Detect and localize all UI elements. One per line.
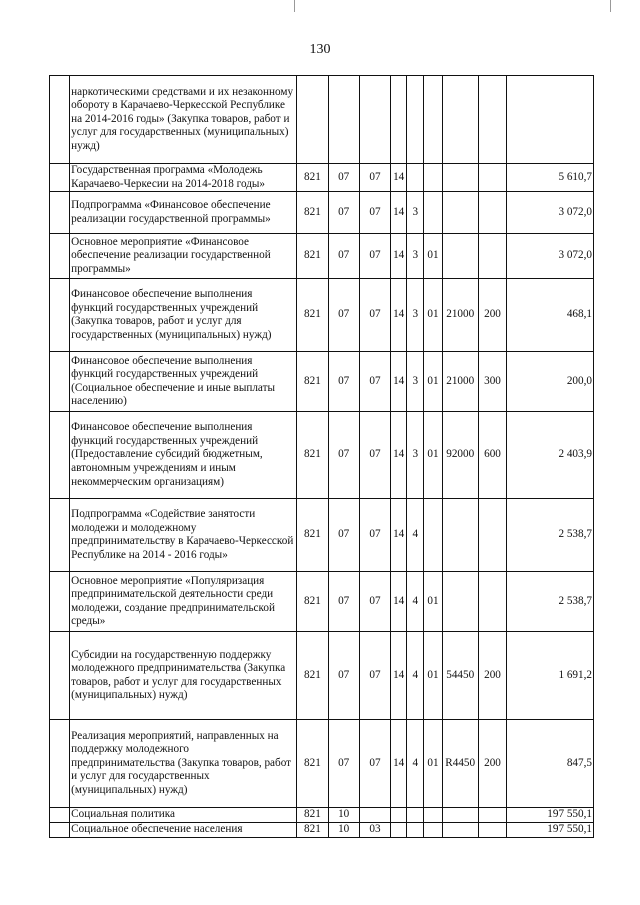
scan-mark [294, 0, 295, 12]
expense-type-cell [478, 234, 506, 279]
blank-cell [50, 632, 70, 720]
program-cell: 14 [391, 352, 407, 412]
ved-cell: 821 [297, 499, 328, 572]
scan-mark [610, 0, 611, 12]
row-name-cell: Социальная политика [70, 808, 297, 823]
table-row [50, 412, 594, 499]
table-row [50, 822, 594, 837]
expense-type-cell [478, 499, 506, 572]
event-cell: 01 [424, 279, 442, 352]
section-cell [328, 76, 359, 164]
expense-type-cell: 300 [478, 352, 506, 412]
subsection-cell: 03 [359, 822, 390, 837]
blank-cell [50, 412, 70, 499]
event-cell: 01 [424, 632, 442, 720]
event-cell [424, 499, 442, 572]
subsection-cell: 07 [359, 720, 390, 808]
ved-cell: 821 [297, 192, 328, 234]
direction-cell: 92000 [442, 412, 478, 499]
program-cell: 14 [391, 412, 407, 499]
event-cell [424, 76, 442, 164]
table-row [50, 572, 594, 632]
subsection-cell: 07 [359, 352, 390, 412]
expense-type-cell: 200 [478, 632, 506, 720]
row-name-cell: Финансовое обеспечение выполнения функций государственных учреждений (Социальное обеспечение и иные выплаты населению) [70, 352, 297, 412]
row-name-cell: Государственная программа «Молодежь Карачаево-Черкесии на 2014-2018 годы» [70, 164, 297, 192]
program-cell: 14 [391, 164, 407, 192]
subprogram-cell: 3 [407, 352, 424, 412]
direction-cell [442, 234, 478, 279]
subprogram-cell: 3 [407, 192, 424, 234]
subprogram-cell: 3 [407, 234, 424, 279]
amount-cell: 3 072,0 [507, 234, 594, 279]
amount-cell [507, 76, 594, 164]
section-cell: 07 [328, 234, 359, 279]
direction-cell [442, 822, 478, 837]
direction-cell [442, 164, 478, 192]
amount-cell: 1 691,2 [507, 632, 594, 720]
section-cell: 07 [328, 720, 359, 808]
blank-cell [50, 192, 70, 234]
table-row [50, 720, 594, 808]
row-name-cell: Финансовое обеспечение выполнения функций государственных учреждений (Закупка товаров, работ и услуг для государственных (муниципальных) нужд) [70, 279, 297, 352]
direction-cell [442, 192, 478, 234]
program-cell: 14 [391, 499, 407, 572]
blank-cell [50, 499, 70, 572]
subsection-cell: 07 [359, 279, 390, 352]
program-cell [391, 822, 407, 837]
table-row [50, 499, 594, 572]
subprogram-cell: 4 [407, 720, 424, 808]
subprogram-cell [407, 808, 424, 823]
ved-cell: 821 [297, 234, 328, 279]
row-name-cell: наркотическими средствами и их незаконному обороту в Карачаево-Черкесской Республике на 2014-2016 годы» (Закупка товаров, работ и услуг для государственных (муниципальных) нужд) [70, 76, 297, 164]
ved-cell: 821 [297, 572, 328, 632]
row-name-cell: Субсидии на государственную поддержку молодежного предпринимательства (Закупка товаров, работ и услуг для государственных (муниципальных) нужд) [70, 632, 297, 720]
subprogram-cell: 4 [407, 632, 424, 720]
subprogram-cell: 4 [407, 499, 424, 572]
subsection-cell: 07 [359, 572, 390, 632]
amount-cell: 3 072,0 [507, 192, 594, 234]
table-row [50, 234, 594, 279]
row-name-cell: Реализация мероприятий, направленных на поддержку молодежного предпринимательства (Закупка товаров, работ и услуг для государственных (муниципальных) нужд) [70, 720, 297, 808]
expense-type-cell [478, 164, 506, 192]
ved-cell: 821 [297, 808, 328, 823]
subsection-cell: 07 [359, 412, 390, 499]
ved-cell: 821 [297, 164, 328, 192]
table-row [50, 192, 594, 234]
ved-cell: 821 [297, 352, 328, 412]
amount-cell: 197 550,1 [507, 808, 594, 823]
row-name-cell: Подпрограмма «Содействие занятости молодежи и молодежному предпринимательству в Карачаево-Черкесской Республике на 2014 - 2016 годы» [70, 499, 297, 572]
subprogram-cell [407, 164, 424, 192]
expense-type-cell [478, 822, 506, 837]
section-cell: 07 [328, 499, 359, 572]
event-cell [424, 808, 442, 823]
ved-cell: 821 [297, 822, 328, 837]
direction-cell [442, 499, 478, 572]
program-cell [391, 808, 407, 823]
subprogram-cell: 4 [407, 572, 424, 632]
row-name-cell: Подпрограмма «Финансовое обеспечение реализации государственной программы» [70, 192, 297, 234]
table-row [50, 76, 594, 164]
ved-cell: 821 [297, 279, 328, 352]
event-cell: 01 [424, 720, 442, 808]
subprogram-cell [407, 822, 424, 837]
subsection-cell: 07 [359, 632, 390, 720]
table-row [50, 632, 594, 720]
section-cell: 07 [328, 412, 359, 499]
expense-type-cell: 600 [478, 412, 506, 499]
row-name-cell: Основное мероприятие «Финансовое обеспечение реализации государственной программы» [70, 234, 297, 279]
table-row [50, 164, 594, 192]
amount-cell: 468,1 [507, 279, 594, 352]
blank-cell [50, 822, 70, 837]
blank-cell [50, 808, 70, 823]
section-cell: 07 [328, 352, 359, 412]
direction-cell [442, 808, 478, 823]
subsection-cell [359, 76, 390, 164]
section-cell: 07 [328, 572, 359, 632]
amount-cell: 200,0 [507, 352, 594, 412]
event-cell: 01 [424, 572, 442, 632]
ved-cell: 821 [297, 412, 328, 499]
amount-cell: 197 550,1 [507, 822, 594, 837]
blank-cell [50, 279, 70, 352]
blank-cell [50, 572, 70, 632]
event-cell: 01 [424, 234, 442, 279]
subprogram-cell: 3 [407, 412, 424, 499]
program-cell: 14 [391, 720, 407, 808]
program-cell: 14 [391, 192, 407, 234]
expense-type-cell: 200 [478, 279, 506, 352]
amount-cell: 2 538,7 [507, 499, 594, 572]
subprogram-cell: 3 [407, 279, 424, 352]
expense-type-cell: 200 [478, 720, 506, 808]
amount-cell: 2 403,9 [507, 412, 594, 499]
direction-cell: 54450 [442, 632, 478, 720]
direction-cell: 21000 [442, 279, 478, 352]
expense-type-cell [478, 76, 506, 164]
subsection-cell: 07 [359, 499, 390, 572]
row-name-cell: Финансовое обеспечение выполнения функций государственных учреждений (Предоставление субсидий бюджетным, автономным учреждениям и иным некоммерческим организациям) [70, 412, 297, 499]
event-cell [424, 164, 442, 192]
row-name-cell: Основное мероприятие «Популяризация предпринимательской деятельности среди молодежи, создание предпринимательской среды» [70, 572, 297, 632]
subsection-cell: 07 [359, 234, 390, 279]
program-cell [391, 76, 407, 164]
section-cell: 07 [328, 192, 359, 234]
subsection-cell: 07 [359, 192, 390, 234]
blank-cell [50, 76, 70, 164]
ved-cell: 821 [297, 632, 328, 720]
section-cell: 07 [328, 632, 359, 720]
budget-table [49, 75, 594, 838]
program-cell: 14 [391, 572, 407, 632]
event-cell: 01 [424, 412, 442, 499]
program-cell: 14 [391, 279, 407, 352]
subsection-cell [359, 808, 390, 823]
section-cell: 10 [328, 822, 359, 837]
section-cell: 07 [328, 279, 359, 352]
blank-cell [50, 234, 70, 279]
blank-cell [50, 720, 70, 808]
ved-cell [297, 76, 328, 164]
table-row [50, 352, 594, 412]
direction-cell: 21000 [442, 352, 478, 412]
direction-cell [442, 572, 478, 632]
blank-cell [50, 164, 70, 192]
event-cell [424, 822, 442, 837]
subsection-cell: 07 [359, 164, 390, 192]
expense-type-cell [478, 192, 506, 234]
event-cell [424, 192, 442, 234]
amount-cell: 2 538,7 [507, 572, 594, 632]
expense-type-cell [478, 572, 506, 632]
expense-type-cell [478, 808, 506, 823]
ved-cell: 821 [297, 720, 328, 808]
section-cell: 07 [328, 164, 359, 192]
event-cell: 01 [424, 352, 442, 412]
table-row [50, 279, 594, 352]
direction-cell: R4450 [442, 720, 478, 808]
table-row [50, 808, 594, 823]
section-cell: 10 [328, 808, 359, 823]
amount-cell: 5 610,7 [507, 164, 594, 192]
subprogram-cell [407, 76, 424, 164]
program-cell: 14 [391, 234, 407, 279]
page-number: 130 [309, 42, 331, 57]
program-cell: 14 [391, 632, 407, 720]
blank-cell [50, 352, 70, 412]
amount-cell: 847,5 [507, 720, 594, 808]
row-name-cell: Социальное обеспечение населения [70, 822, 297, 837]
direction-cell [442, 76, 478, 164]
